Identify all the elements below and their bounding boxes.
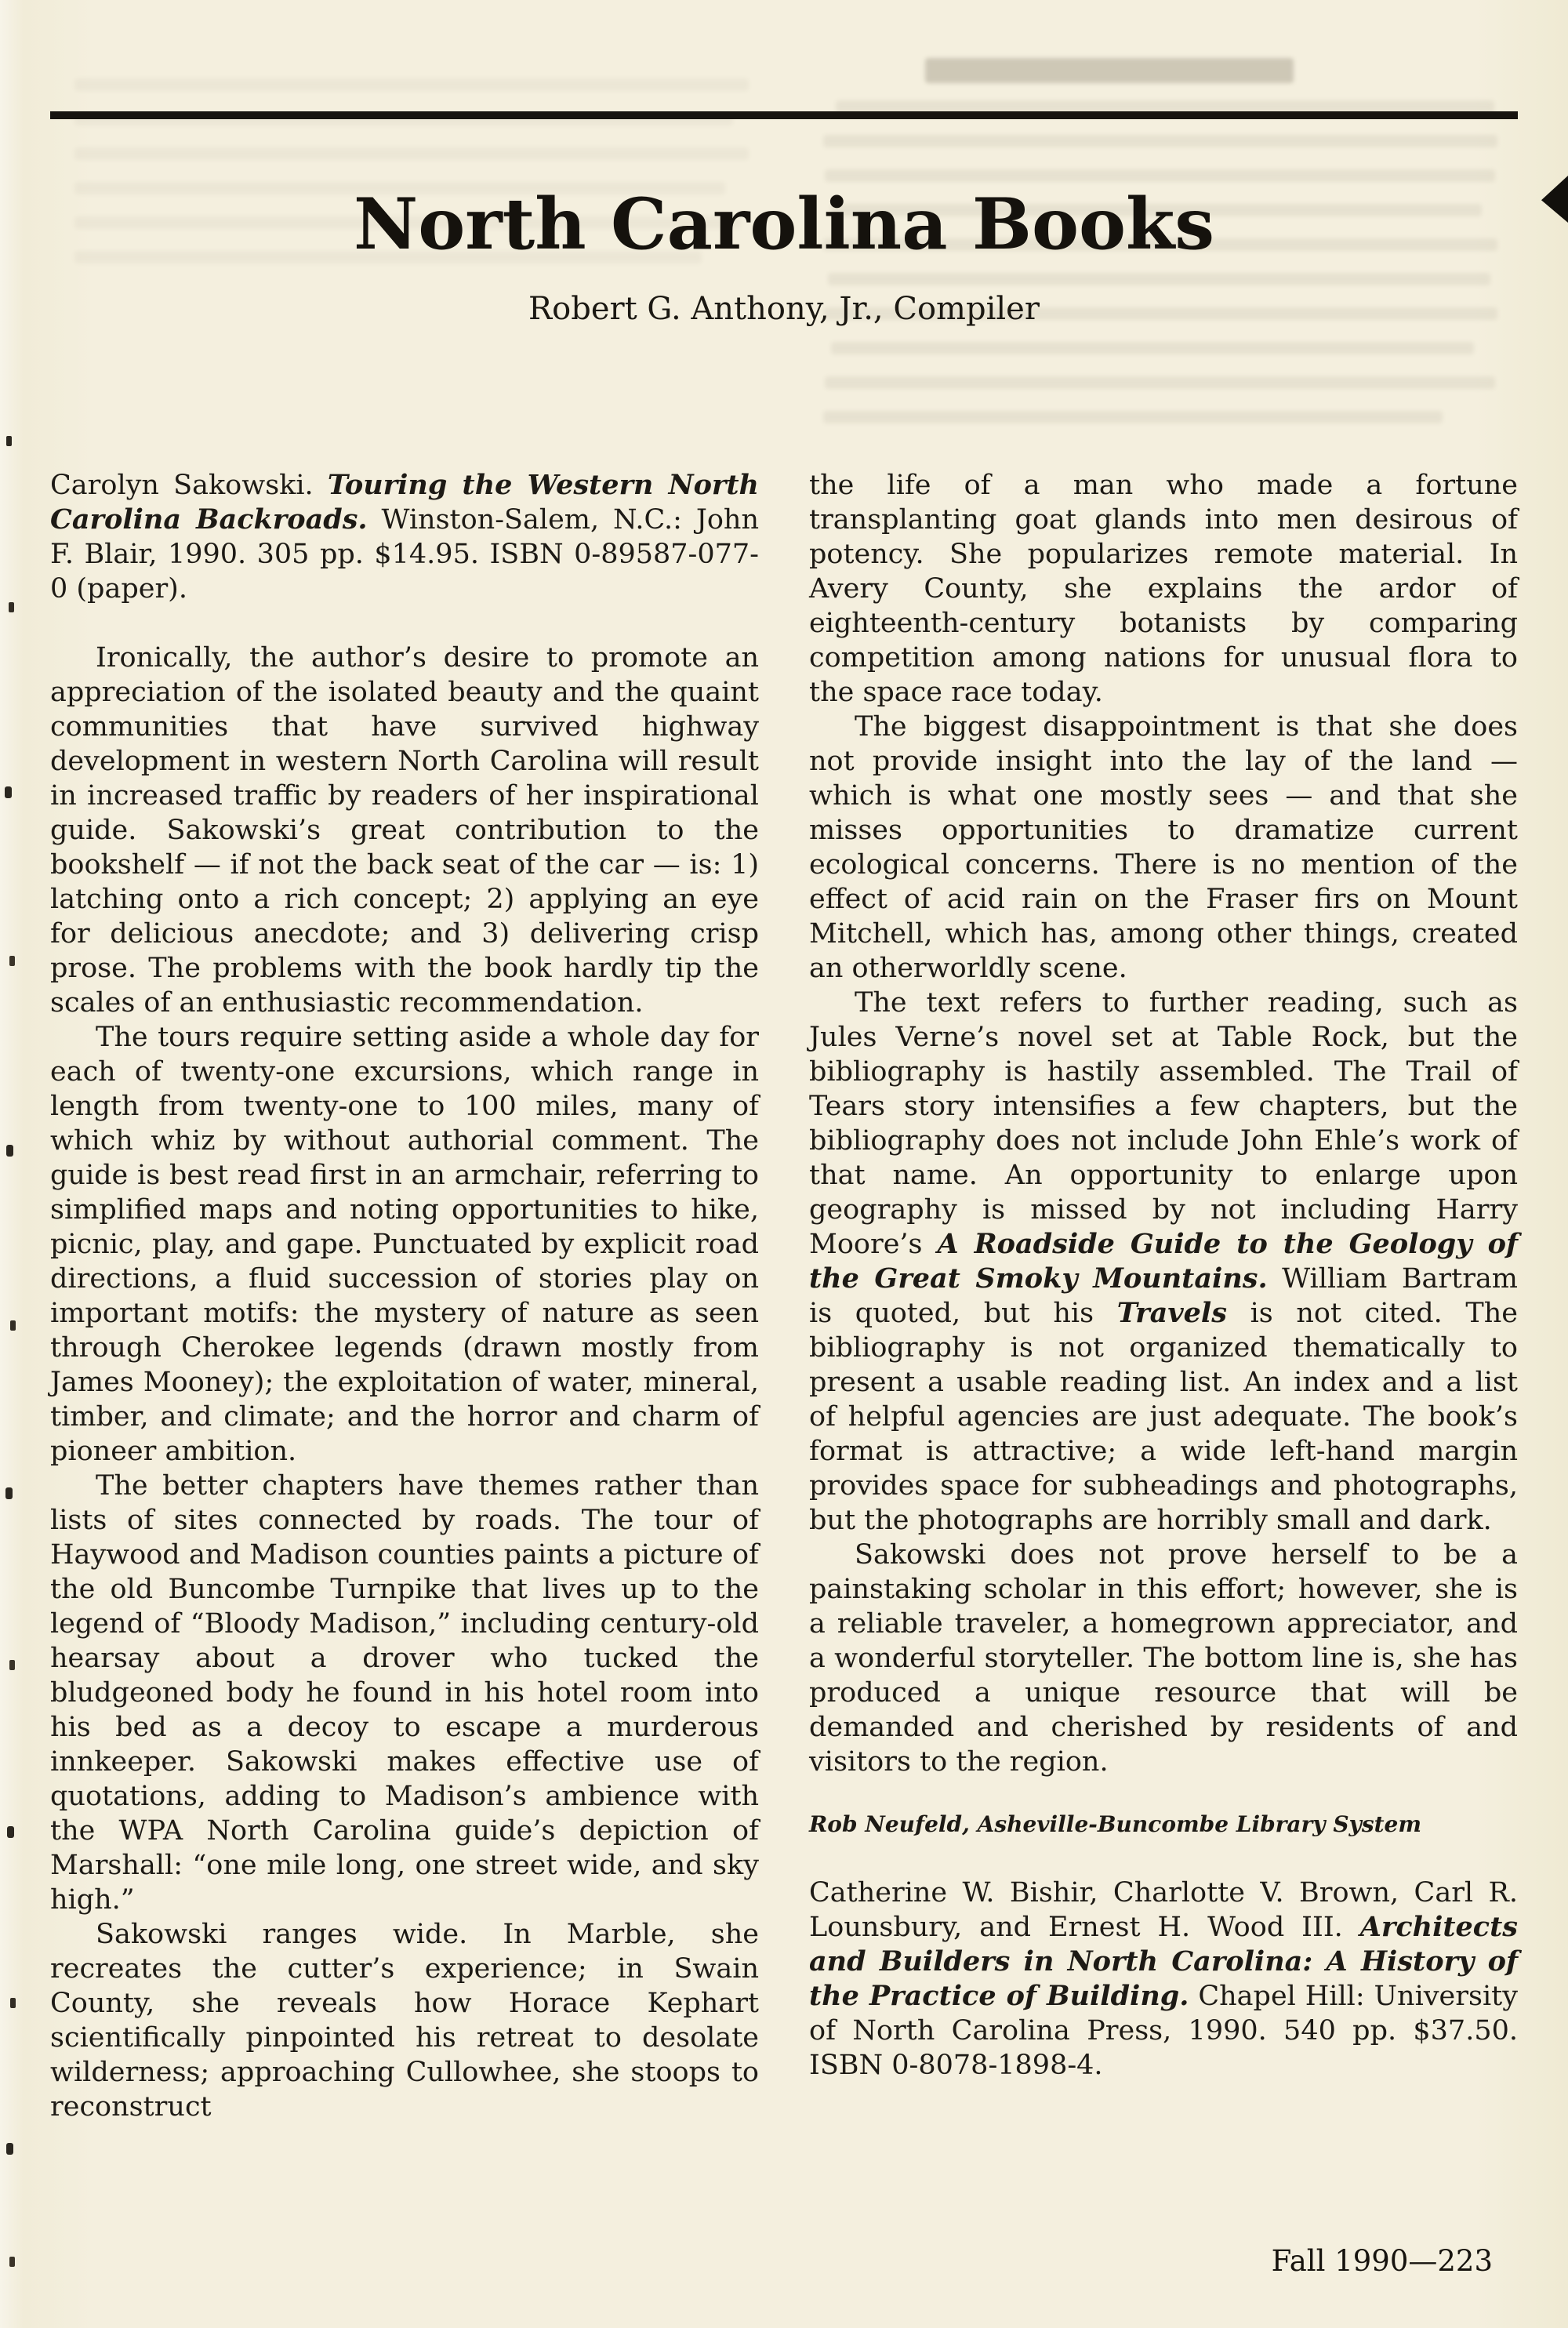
body-text: the life of a man who made a fortune transplanting goat glands into men desirous of potency. She popularizes remote material. In Avery County, she explains the ardor of eighteenth-century botanists by comparing competition among nations for unusual flora to the space race today. xyxy=(809,469,1518,708)
body-text: Chapel Hill: University of North Carolina Press, 1990. 540 pp. $37.50. ISBN 0-8078-1898-4. xyxy=(809,1980,1518,2081)
book-title-text: Architects and Builders in North Carolina: A History of the Practice of Building. xyxy=(809,1910,1518,2012)
book-title-text: Travels xyxy=(1116,1296,1227,1329)
review-paragraph xyxy=(50,1469,759,1917)
review-paragraph xyxy=(809,468,1518,710)
book-title-text: Touring the Western North Carolina Backroads. xyxy=(50,468,759,536)
masthead-rule xyxy=(50,111,1518,119)
book-citation xyxy=(50,468,759,606)
book-citation xyxy=(809,1876,1518,2083)
body-text: The tours require setting aside a whole day for each of twenty-one excursions, which range in length from twenty-one to 100 miles, many of which whiz by without authorial comment. The guide is best read first in an armchair, referring to simplified maps and noting opportunities to hike, picnic, play, and gape. Punctuated by explicit road directions, a fluid succession of stories play on important motifs: the mystery of nature as seen through Cherokee legends (drawn mostly from James Mooney); the exploitation of water, mineral, timber, and climate; and the horror and charm of pioneer ambition. xyxy=(50,1021,759,1467)
left-column xyxy=(50,468,759,2124)
review-paragraph xyxy=(50,1020,759,1469)
review-paragraph xyxy=(50,641,759,1020)
review-paragraph xyxy=(809,986,1518,1538)
text-columns xyxy=(50,468,1518,2124)
body-text: The text refers to further reading, such as Jules Verne’s novel set at Table Rock, but the bibliography is hastily assembled. The Trail of Tears story intensifies a few chapters, but the bibliography does not include John Ehle’s work of that name. An opportunity to enlarge upon geography is missed by not including Harry Moore’s xyxy=(809,986,1518,1260)
review-paragraph xyxy=(50,1917,759,2124)
right-column xyxy=(809,468,1518,2124)
page-title: North Carolina Books xyxy=(353,183,1215,266)
review-paragraph xyxy=(809,710,1518,986)
body-text: is not cited. The bibliography is not organized thematically to present a usable reading list. An index and a list of helpful agencies are just adequate. The book’s format is attractive; a wide left-hand margin provides space for subheadings and photographs, but the photographs are horribly small and dark. xyxy=(809,1297,1518,1536)
body-text: Ironically, the author’s desire to promote an appreciation of the isolated beauty and the quaint communities that have survived highway development in western North Carolina will result in increased traffic by readers of her inspirational guide. Sakowski’s great contribution to the bookshelf — if not the back seat of the car — is: 1) latching onto a rich concept; 2) applying an eye for delicious anecdote; and 3) delivering crisp prose. The problems with the book hardly tip the scales of an enthusiastic recommendation. xyxy=(50,641,759,1019)
body-text: Winston-Salem, N.C.: John F. Blair, 1990. 305 pp. $14.95. ISBN 0-89587-077-0 (paper). xyxy=(50,503,759,605)
body-text: William Bartram is quoted, but his xyxy=(809,1262,1518,1329)
body-text: The biggest disappointment is that she does not provide insight into the lay of the land — which is what one mostly sees — and that she misses opportunities to dramatize current ecological concerns. There is no mention of the effect of acid rain on the Fraser firs on Mount Mitchell, which has, among other things, created an otherworldly scene. xyxy=(809,710,1518,984)
body-text: Sakowski ranges wide. In Marble, she recreates the cutter’s experience; in Swain County, she reveals how Horace Kephart scientifically pinpointed his retreat to desolate wilderness; approaching Cullowhee, she stoops to reconstruct xyxy=(50,1918,759,2123)
body-text: Catherine W. Bishir, Charlotte V. Brown, Carl R. Lounsbury, and Ernest H. Wood III. xyxy=(809,1876,1518,1943)
review-paragraph xyxy=(809,1538,1518,1779)
body-text: Sakowski does not prove herself to be a painstaking scholar in this effort; however, she is a reliable traveler, a homegrown appreciator, and a wonderful storyteller. The bottom line is, she has produced a unique resource that will be demanded and cherished by residents of and visitors to the region. xyxy=(809,1538,1518,1778)
compiler-byline: Robert G. Anthony, Jr., Compiler xyxy=(528,290,1040,327)
body-text: Carolyn Sakowski. xyxy=(50,469,328,501)
body-text: Rob Neufeld, Asheville-Buncombe Library System xyxy=(809,1810,1421,1837)
reviewer-signature xyxy=(809,1810,1518,1838)
folio-page-number: Fall 1990—223 xyxy=(1271,2244,1493,2278)
body-text: The better chapters have themes rather than lists of sites connected by roads. The tour of Haywood and Madison counties paints a picture of the old Buncombe Turnpike that lives up to the legend of “Bloody Madison,” including century-old hearsay about a drover who tucked the bludgeoned body he found in his hotel room into his bed as a decoy to escape a murderous innkeeper. Sakowski makes effective use of quotations, adding to Madison’s ambience with the WPA North Carolina guide’s depiction of Marshall: “one mile long, one street wide, and sky high.” xyxy=(50,1469,759,1916)
book-title-text: A Roadside Guide to the Geology of the Great Smoky Mountains. xyxy=(809,1227,1518,1295)
